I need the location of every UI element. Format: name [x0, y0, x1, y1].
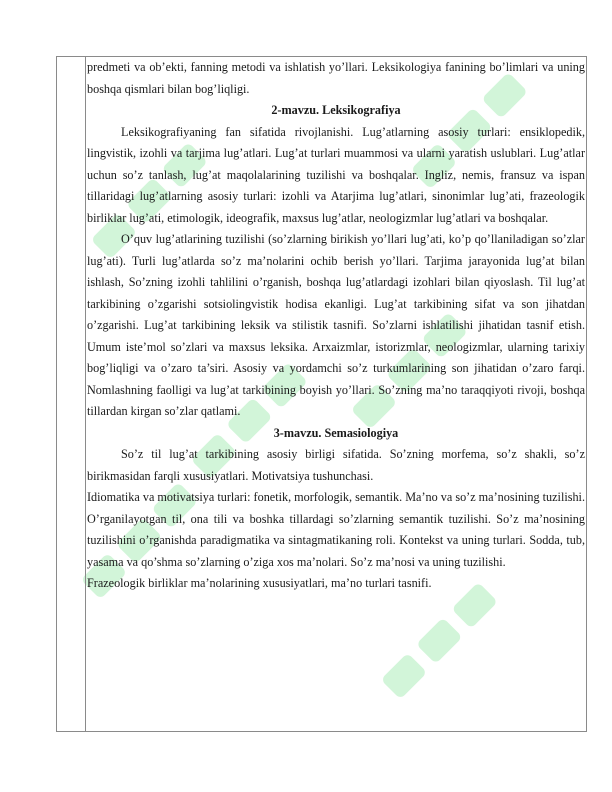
paragraph-semasiologiya-1: So’z til lug’at tarkibining asosiy birligi sifatida. So’zning morfema, so’z shakli, so’z birikmasidan farqli xususiyatlari. Motivatsiya tushunchasi.: [87, 447, 585, 483]
table-left-column: [57, 57, 86, 731]
paragraph-semasiologiya-3: Frazeologik birliklar ma’nolarining xususiyatlari, ma’no turlari tasnifi.: [87, 576, 432, 590]
topic-heading-semasiologiya: 3-mavzu. Semasiologiya: [273, 425, 399, 440]
paragraph-leksikografiya-2: O’quv lug’atlarining tuzilishi (so’zlarning birikish yo’llari lug’ati, ko’p qo’llaniladigan so’zlar lug’ati). Turli lug’atlarda so’z ma’nolarini ochib berish yo’llari. Tarjima jarayonida lug’at bilan ishlash, So’zning izohli tahlilini o’rganish, boshqa lug’atlardagi izohlari bilan qiyoslash. Til lug’at tarkibining o’zgarishi sotsiolingvistik hodisa ekanligi. Lug’at tarkibining sifat va son jihatdan o’zgarishi. Lug’at tarkibining leksik va stilistik tasnifi. So’zlarni ishlatilishi jihatidan tasnif etish. Umum iste’mol so’zlari va maxsus leksika. Arxaizmlar, istorizmlar, neologizmlar, ularning tarixiy bog’liqligi va o’zaro ta’siri. Asosiy va yordamchi so’z turkumlarining son jihatidan o’zaro farqi. Nomlashning faolligi va lug’at tarkibining boyish yo’llari. So’zning ma’no taraqqiyoti rivoji, boshqa tillardan kirgan so’zlar qatlami.: [87, 232, 585, 418]
table-content-cell: [87, 57, 585, 595]
topic-heading-leksikografiya: 2-mavzu. Leksikografiya: [271, 103, 401, 117]
paragraph-continuation: predmeti va ob’ekti, fanning metodi va ishlatish yo’llari. Leksikologiya fanining bo’limlari va uning boshqa qismlari bilan bog’liqligi.: [87, 60, 585, 96]
syllabus-table: [56, 56, 587, 732]
paragraph-leksikografiya-1: Leksikografiyaning fan sifatida rivojlanishi. Lug’atlarning asosiy turlari: ensiklopedik, lingvistik, izohli va tarjima lug’atlari. Lug’at turlari muammosi va ularni yaratish uslublari. Lug’atlar uchun so’z tanlash, lug’at maqolalarining tuzilishi va boshqalar. Ingliz, nemis, fransuz va ispan tillaridagi lug’atlarning asosiy turlari: izohli va Atarjima lug’atlari, sinonimlar lug’ati, frazeologik birliklar lug’ati, etimologik, ideografik, maxsus lug’atlar, neologizmlar lug’atlari va boshqalar.: [87, 124, 585, 225]
paragraph-semasiologiya-2: Idiomatika va motivatsiya turlari: fonetik, morfologik, semantik. Ma’no va so’z ma’nosining tuzilishi. O’rganilayotgan til, ona tili va boshka tillardagi so’zlarning semantik tuzilishi. So’z ma’nosining tuzilishini o’rganishda paradigmatika va sintagmatikaning roli. Kontekst va uning turlari. Sodda, tub, yasama va qo’shma so’zlarning o’ziga xos ma’nolari. So’z ma’nosi va uning tuzilishi.: [87, 490, 585, 569]
